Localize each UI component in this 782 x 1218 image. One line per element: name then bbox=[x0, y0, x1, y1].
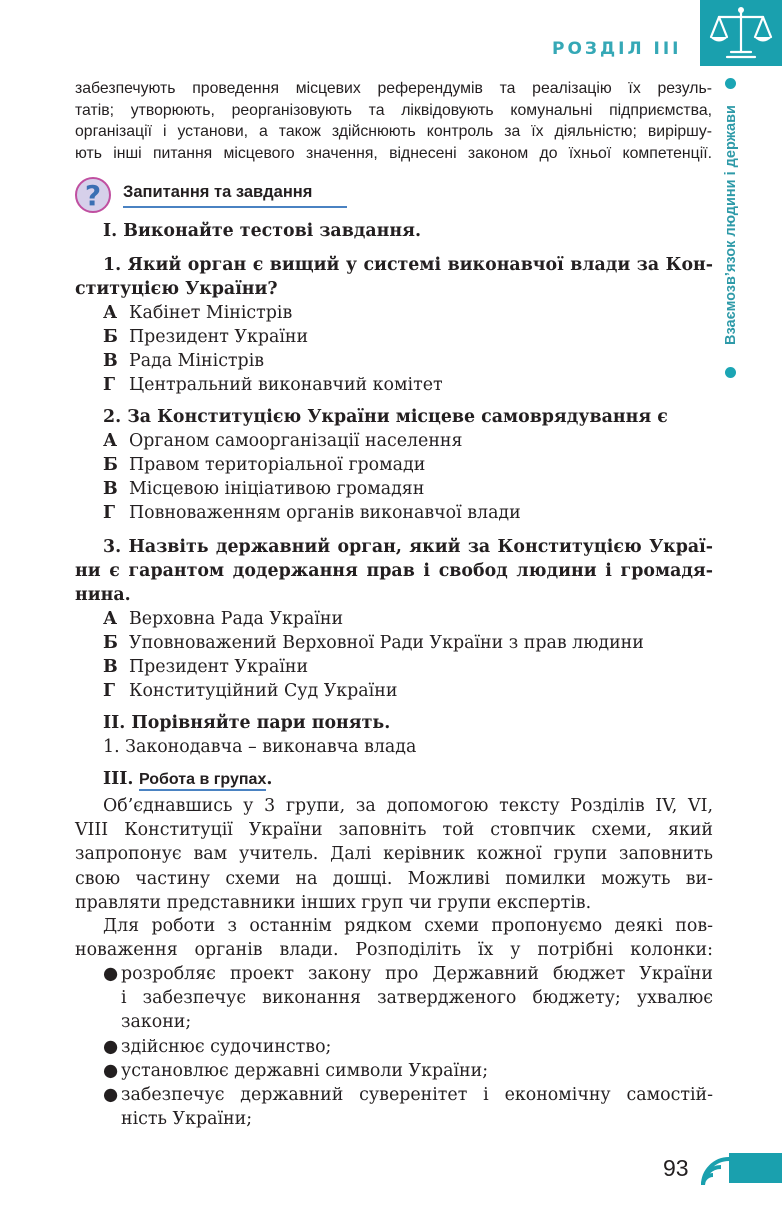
scales-icon bbox=[707, 4, 775, 62]
option bbox=[103, 501, 521, 525]
option-letter: Г bbox=[103, 681, 116, 701]
option-text: Уповноважений Верховної Ради України з прав людини bbox=[129, 633, 644, 653]
option-letter: А bbox=[103, 609, 118, 629]
question-3-line: нина. bbox=[75, 585, 131, 605]
option-text: Рада Міністрів bbox=[129, 351, 265, 371]
list-item-continuation: ність України; bbox=[121, 1109, 253, 1130]
powers-paragraph bbox=[75, 914, 713, 962]
intro-line: організації і установи, а також здійснюють контроль за їх діяльністю; виріршу- bbox=[75, 123, 712, 140]
list-item-continuation: і забезпечує виконання затвердженого бюджету; ухвалює bbox=[121, 988, 713, 1009]
section-heading: Запитання та завдання bbox=[123, 183, 347, 208]
option-text: Місцевою ініціативою громадян bbox=[129, 479, 425, 499]
group-work-heading: Робота в групах bbox=[139, 771, 266, 791]
bullet-icon: ● bbox=[103, 1036, 119, 1057]
bullet-icon: ● bbox=[103, 1084, 119, 1105]
section-label: РОЗДІЛ III bbox=[552, 39, 682, 59]
side-tab bbox=[718, 78, 744, 378]
option-text: Президент України bbox=[129, 327, 309, 347]
page-number: 93 bbox=[663, 1155, 689, 1181]
paragraph-line: Для роботи з останнім рядком схеми пропонуємо деякі пов- bbox=[103, 916, 713, 936]
option-text: Органом самоорганізації населення bbox=[129, 431, 463, 451]
option bbox=[103, 607, 343, 631]
option-letter: В bbox=[103, 479, 118, 499]
option-text: Центральний виконавчий комітет bbox=[129, 375, 443, 395]
option-text: Президент України bbox=[129, 657, 309, 677]
list-item bbox=[103, 1083, 713, 1107]
option bbox=[103, 679, 397, 703]
option bbox=[103, 631, 644, 655]
part2-item: 1. Законодавча – виконавча влада bbox=[103, 737, 417, 757]
intro-line: ють інші питання місцевого значення, віднесені законом до їхньої компетенції. bbox=[75, 144, 712, 162]
option bbox=[103, 453, 425, 477]
list-item bbox=[103, 962, 713, 986]
list-item-text: розробляє проект закону про Державний бюджет України bbox=[121, 964, 713, 984]
side-tab-label: Взаємозв’язок людини і держави bbox=[723, 105, 739, 345]
bullet-icon: ● bbox=[103, 1060, 119, 1081]
option-letter: Б bbox=[103, 633, 118, 653]
side-dot bbox=[725, 367, 736, 378]
question-1-line: ституцією України? bbox=[75, 279, 278, 299]
option bbox=[103, 655, 308, 679]
option-letter: Б bbox=[103, 327, 118, 347]
option-letter: В bbox=[103, 657, 118, 677]
part1-heading: І. Виконайте тестові завдання. bbox=[103, 221, 422, 241]
option-text: Повноваженням органів виконавчої влади bbox=[129, 503, 521, 523]
bullet-icon: ● bbox=[103, 964, 119, 984]
question-icon bbox=[74, 174, 112, 216]
list-item bbox=[103, 1035, 713, 1059]
intro-line: татів; утворюють, реорганізовують та ліквідовують комунальні підприємства, bbox=[75, 101, 712, 119]
question-1-line: 1. Який орган є вищий у системі виконавчої влади за Кон- bbox=[103, 255, 713, 275]
option bbox=[103, 373, 443, 397]
option-letter: Г bbox=[103, 375, 116, 395]
option-text: Верховна Рада України bbox=[129, 609, 344, 629]
question-3-line: 3. Назвіть державний орган, який за Конституцією Украї- bbox=[103, 537, 713, 557]
part3-numeral: ІІІ. bbox=[103, 769, 134, 789]
side-dot bbox=[725, 78, 736, 89]
option-text: Кабінет Міністрів bbox=[129, 303, 293, 323]
part3-heading-row bbox=[103, 767, 272, 792]
signal-waves-icon bbox=[699, 1149, 782, 1187]
question-3-line: ни є гарантом додержання прав і свобод людини і громадя- bbox=[75, 561, 713, 581]
intro-paragraph bbox=[75, 78, 712, 164]
part2-heading: ІІ. Порівняйте пари понять. bbox=[103, 713, 391, 733]
paragraph-line: VIII Конституції України заповніть той стовпчик схеми, який bbox=[75, 820, 713, 841]
intro-line: забезпечують проведення місцевих референдумів та реалізацію їх резуль- bbox=[75, 80, 712, 97]
option-text: Правом територіальної громади bbox=[129, 455, 426, 475]
paragraph-line: новаження органів влади. Розподіліть їх у потрібні колонки: bbox=[75, 940, 713, 961]
option-letter: Б bbox=[103, 455, 118, 475]
option-letter: А bbox=[103, 431, 118, 451]
header-badge bbox=[700, 0, 782, 66]
option bbox=[103, 301, 292, 325]
list-item-continuation: закони; bbox=[121, 1012, 192, 1033]
paragraph-line: Об’єднавшись у 3 групи, за допомогою тексту Розділів IV, VI, bbox=[103, 796, 713, 816]
question-2: 2. За Конституцією України місцеве самоврядування є bbox=[103, 407, 668, 427]
option bbox=[103, 477, 424, 501]
group-work-paragraph bbox=[75, 794, 713, 915]
svg-text:?: ? bbox=[84, 179, 102, 212]
option bbox=[103, 429, 463, 453]
heading-period: . bbox=[266, 769, 273, 789]
paragraph-line: свою частину схеми на дошці. Можливі помилки можуть ви- bbox=[75, 868, 713, 889]
option-letter: А bbox=[103, 303, 118, 323]
option-letter: Г bbox=[103, 503, 116, 523]
option-text: Конституційний Суд України bbox=[129, 681, 398, 701]
bullet-list bbox=[103, 962, 713, 1131]
paragraph-line: правляти представники інших груп чи групи експертів. bbox=[75, 892, 592, 913]
paragraph-line: запропонує вам учитель. Далі керівник кожної групи заповнить bbox=[75, 844, 713, 865]
option bbox=[103, 325, 308, 349]
option bbox=[103, 349, 264, 373]
option-letter: В bbox=[103, 351, 118, 371]
list-item bbox=[103, 1059, 713, 1083]
list-item-text: здійснює судочинство; bbox=[121, 1036, 332, 1057]
list-item-text: забезпечує державний суверенітет і економічну самостій- bbox=[121, 1084, 713, 1105]
list-item-text: установлює державні символи України; bbox=[121, 1060, 489, 1081]
